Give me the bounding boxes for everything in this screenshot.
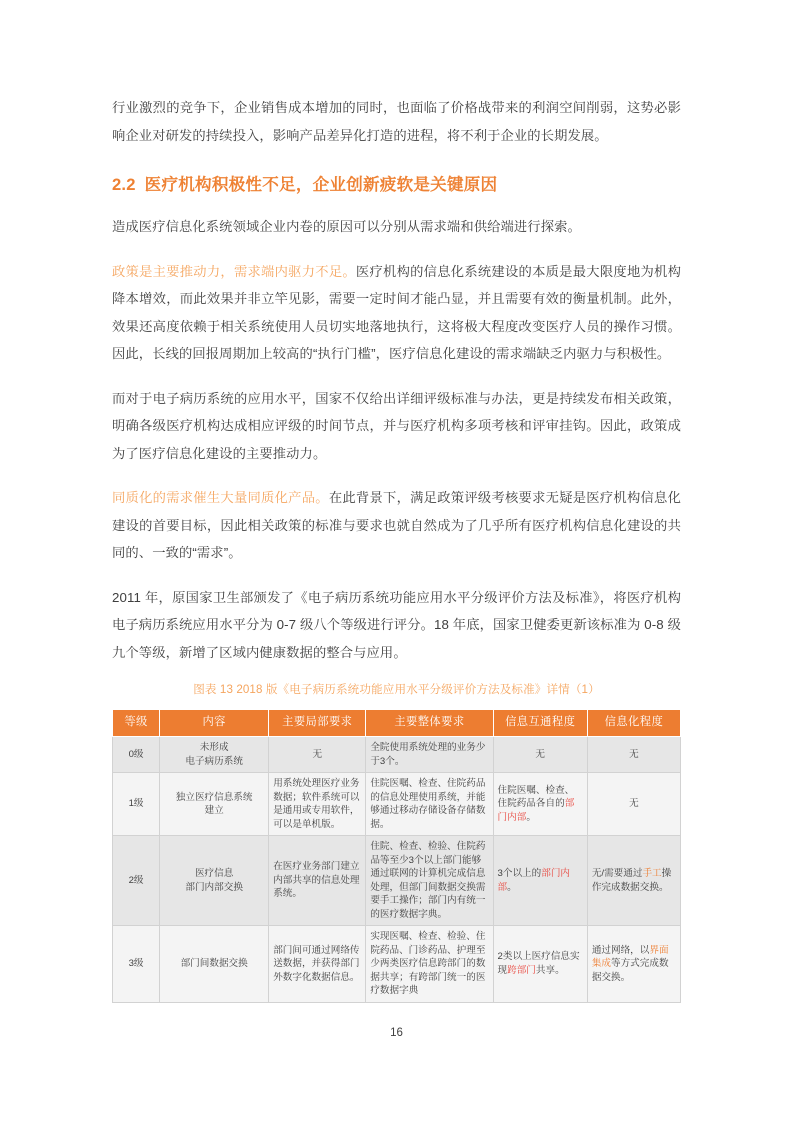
cell-whole-requirement: 全院使用系统处理的业务少于3个。 (366, 737, 493, 773)
cell-text-run: 通过网络，以 (591, 944, 650, 956)
cell-interop-level (493, 926, 587, 1003)
cell-grade: 3级 (113, 926, 160, 1003)
cell-content: 部门间数据交换 (160, 926, 269, 1003)
column-header-interop-level: 信息互通程度 (493, 710, 587, 737)
cell-text-run: 跨部门 (507, 964, 536, 976)
cell-content: 医疗信息 部门内部交换 (160, 836, 269, 926)
column-header-content: 内容 (160, 710, 269, 737)
cell-text-run: 操作完成数据交换。 (591, 868, 672, 893)
table-row (113, 773, 681, 836)
column-header-whole-requirement: 主要整体要求 (366, 710, 493, 737)
cell-text-run: 无/需要通过 (591, 868, 643, 879)
emr-grade-table (112, 709, 681, 1003)
spacer (112, 368, 681, 385)
spacer (112, 467, 681, 484)
cell-text-run: 。 (526, 811, 536, 823)
spacer (112, 241, 681, 258)
table-header-row (113, 710, 681, 737)
cell-local-requirement: 用系统处理医疗业务数据；软件系统可以是通用或专用软件，可以是单机版。 (269, 773, 366, 836)
cell-local-requirement: 部门间可通过网络传送数据，并获得部门外数字化数据信息。 (269, 926, 366, 1003)
section-number: 2.2 (112, 175, 136, 194)
section-heading-2-2 (112, 149, 681, 196)
cell-local-requirement: 在医疗业务部门建立内部共享的信息处理系统。 (269, 836, 366, 926)
cell-grade: 2级 (113, 836, 160, 926)
cell-text-run: 等方式完成数据交换。 (591, 958, 669, 983)
cell-text-run: 部门内部 (497, 868, 571, 893)
paragraph-policy (112, 258, 681, 368)
column-header-local-requirement: 主要局部要求 (269, 710, 366, 737)
cell-content: 独立医疗信息系统 建立 (160, 773, 269, 836)
homogeneous-body-text: 在此背景下，满足政策评级考核要求无疑是医疗机构信息化建设的首要目标，因此相关政策的标准与要求也就自然成为了几乎所有医疗机构信息化建设的共同的、一致的“需求”。 (112, 490, 681, 560)
cell-text-run: 住院医嘱、检查、住院药品各自的 (497, 784, 575, 810)
column-header-informatization: 信息化程度 (587, 710, 680, 737)
section-title: 医疗机构积极性不足，企业创新疲软是关键原因 (144, 175, 498, 194)
table-row (113, 836, 681, 926)
cell-local-requirement: 无 (269, 737, 366, 773)
policy-body-text: 医疗机构的信息化系统建设的本质是最大限度地为机构降本增效，而此效果并非立竿见影，需要一定时间才能凸显，并且需要有效的衡量机制。此外，效果还高度依赖于相关系统使用人员切实地落地执行，这将极大程度改变医疗人员的操作习惯。因此，长线的回报周期加上较高的“执行门槛”，医疗信息化建设的需求端缺乏内驱力与积极性。 (112, 263, 681, 361)
column-header-grade: 等级 (113, 710, 160, 737)
cell-informatization: 无 (587, 737, 680, 773)
spacer (112, 567, 681, 584)
table-row (113, 926, 681, 1003)
cell-informatization: 无 (587, 773, 680, 836)
spacer (112, 196, 681, 213)
paragraph-emr-policy: 而对于电子病历系统的应用水平，国家不仅给出详细评级标准与办法，更是持续发布相关政策，明确各级医疗机构达成相应评级的时间节点，并与医疗机构多项考核和评审挂钩。因此，政策成为了医疗信息化建设的主要推动力。 (112, 390, 681, 461)
cell-grade: 0级 (113, 737, 160, 773)
paragraph-standard-history: 2011 年，原国家卫生部颁发了《电子病历系统功能应用水平分级评价方法及标准》，将医疗机构电子病历系统应用水平分为 0-7 级八个等级进行评分。18 年底，国家卫健委更新该标准为 0-8 级九个等级，新增了区域内健康数据的整合与应用。 (112, 589, 681, 660)
homogeneous-lead-text: 同质化的需求催生大量同质化产品。 (112, 490, 329, 505)
cell-informatization (587, 836, 680, 926)
cell-interop-level (493, 773, 587, 836)
cell-interop-level: 无 (493, 737, 587, 773)
cell-informatization (587, 926, 680, 1003)
paragraph-after-heading: 造成医疗信息化系统领域企业内卷的原因可以分别从需求端和供给端进行探索。 (112, 219, 581, 234)
page-number: 16 (390, 1027, 403, 1039)
cell-text-run: 3个以上的 (497, 868, 542, 879)
cell-whole-requirement: 住院医嘱、检查、住院药品的信息处理使用系统，并能够通过移动存储设备存储数据。 (366, 773, 493, 836)
policy-lead-text: 政策是主要推动力，需求端内驱力不足。 (112, 263, 356, 279)
cell-text-run: 共享。 (535, 964, 565, 976)
cell-interop-level (493, 836, 587, 926)
cell-whole-requirement: 实现医嘱、检查、检验、住院药品、门诊药品、护理至少两类医疗信息跨部门的数据共享；有跨部门统一的医疗数据字典 (366, 926, 493, 1003)
table-body (113, 737, 681, 1003)
cell-text-run: 界面集成 (591, 944, 669, 969)
cell-text-run: 2类以上医疗信息实现 (497, 951, 580, 976)
paragraph-intro: 行业激烈的竞争下，企业销售成本增加的同时，也面临了价格战带来的利润空间削弱，这势必影响企业对研发的持续投入，影响产品差异化打造的进程，将不利于企业的长期发展。 (112, 100, 681, 143)
cell-content: 未形成 电子病历系统 (160, 737, 269, 773)
cell-text-run: 部门内部 (497, 798, 575, 823)
cell-grade: 1级 (113, 773, 160, 836)
cell-whole-requirement: 住院、检查、检验、住院药品等至少3个以上部门能够通过联网的计算机完成信息处理，但部门间数据交换需要手工操作；部门内有统一的医疗数据字典。 (366, 836, 493, 926)
cell-text-run: 。 (507, 881, 517, 893)
paragraph-homogeneous (112, 484, 681, 567)
cell-text-run: 手工 (642, 868, 662, 879)
table-row (113, 737, 681, 773)
figure-caption: 图表 13 2018 版《电子病历系统功能应用水平分级评价方法及标准》详情（1） (193, 683, 600, 696)
